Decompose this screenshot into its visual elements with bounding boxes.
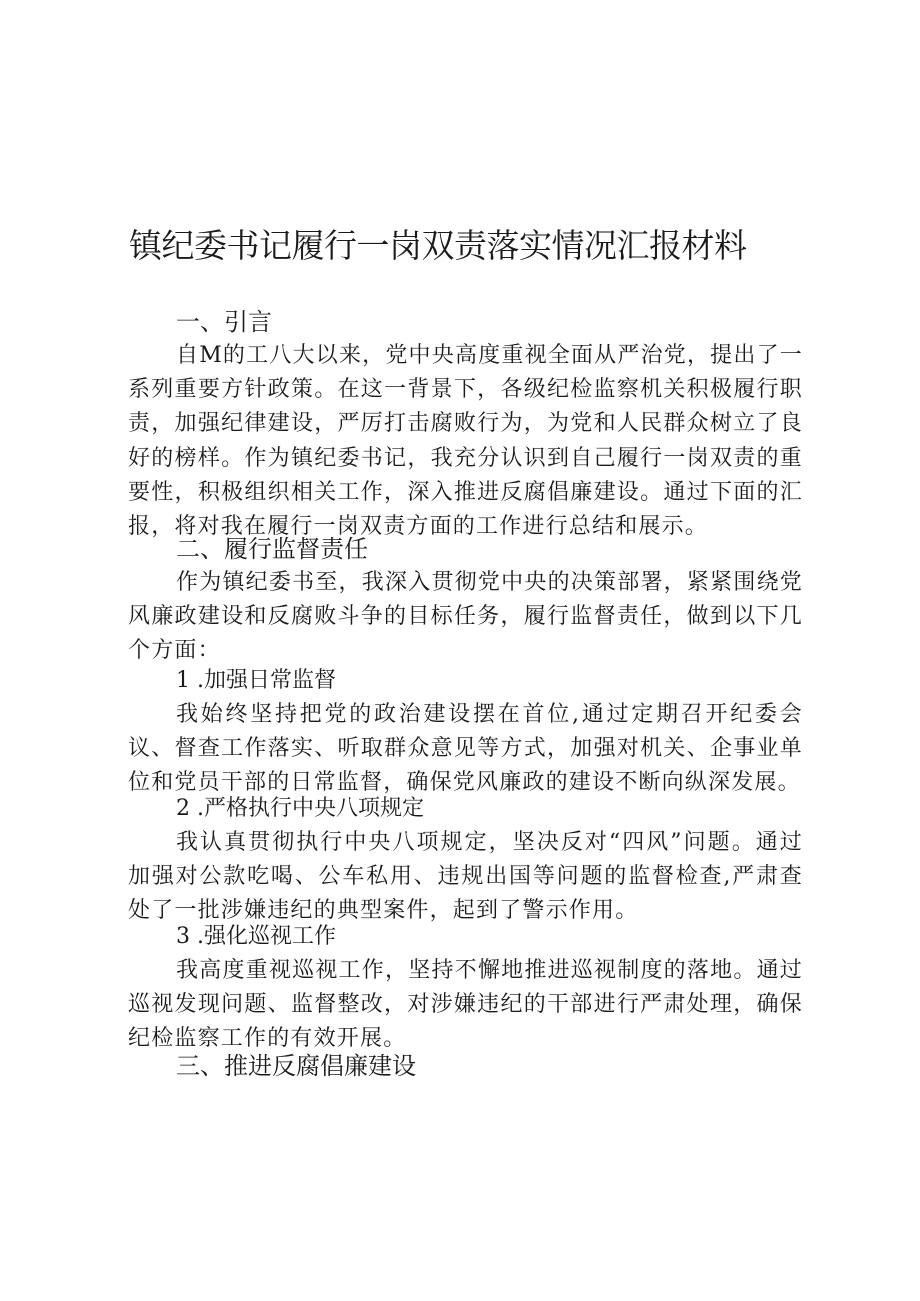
item-text-daily-supervision: 我始终坚持把党的政治建设摆在首位,通过定期召开纪委会议、督查工作落实、听取群众意见等方式，加强对机关、企事业单位和党员干部的日常监督，确保党风廉政的建设不断向纵深发展。 [128,702,803,796]
section-heading-introduction: 一、引言 [176,308,272,336]
section-heading-anti-corruption: 三、推进反腐倡廉建设 [176,1052,416,1080]
section-paragraph-introduction: 自M的工八大以来，党中央高度重视全面从严治党，提出了一系列重要方针政策。在这一背景下，各级纪检监察机关积极履行职责，加强纪律建设，严厉打击腐败行为，为党和人民群众树立了良好的榜样。作为镇纪委书记，我充分认识到自己履行一岗双责的重要性，积极组织相关工作，深入推进反腐倡廉建设。通过下面的汇报，将对我在履行一岗双责方面的工作进行总结和展示。 [128,343,803,540]
document-title: 镇纪委书记履行一岗双责落实情况汇报材料 [129,226,747,265]
item-text-eight-rules: 我认真贯彻执行中央八项规定，坚决反对“四风”问题。通过加强对公款吃喝、公车私用、违规出国等问题的监督检查,严肃查处了一批涉嫌违纪的典型案件，起到了警示作用。 [128,830,803,924]
item-label-daily-supervision: 1 .加强日常监督 [176,668,336,693]
item-label-inspection: 3 .强化巡视工作 [176,924,336,949]
item-text-inspection: 我高度重视巡视工作，坚持不懈地推进巡视制度的落地。通过巡视发现问题、监督整改，对涉嫌违纪的干部进行严肃处理，确保纪检监察工作的有效开展。 [128,958,803,1052]
section-heading-supervision: 二、履行监督责任 [176,535,368,563]
section-paragraph-supervision: 作为镇纪委书至，我深入贯彻党中央的决策部署，紧紧围绕党风廉政建设和反腐败斗争的目标任务，履行监督责任，做到以下几个方面： [128,570,803,664]
item-label-eight-rules: 2 .严格执行中央八项规定 [176,796,424,821]
